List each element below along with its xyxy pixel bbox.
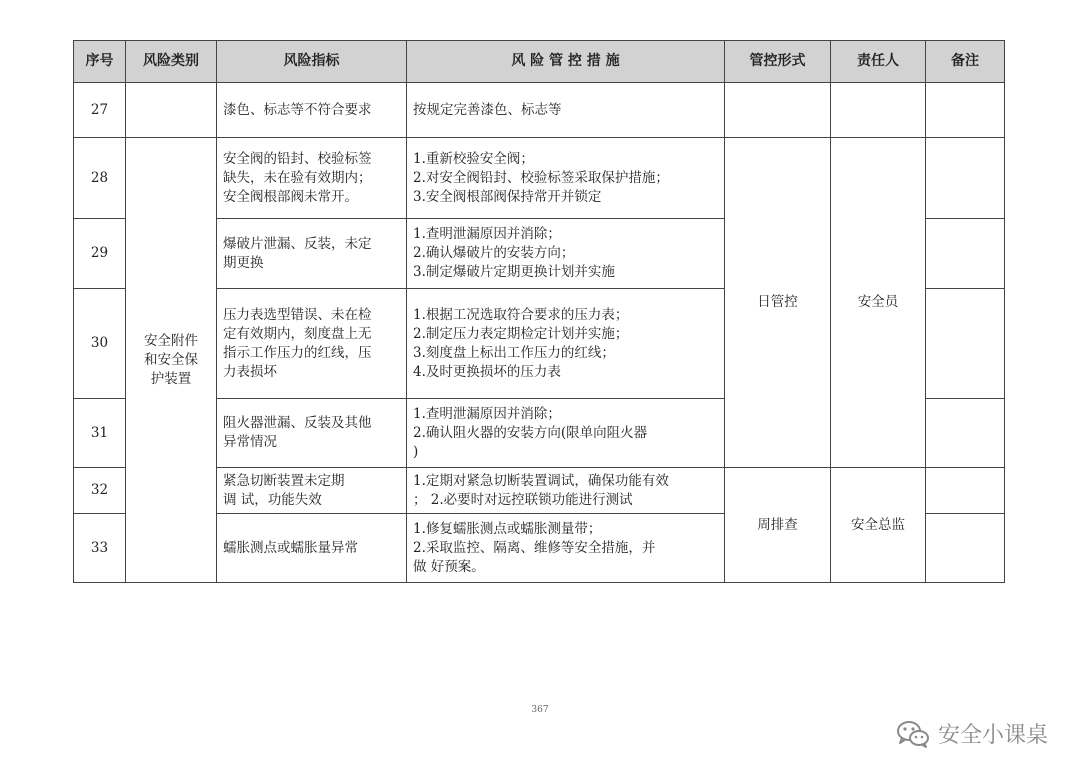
indicator-cell: 漆色、标志等不符合要求 — [217, 83, 407, 138]
measures-cell: 1.查明泄漏原因并消除； 2.确认阻火器的安装方向(限单向阻火器 ) — [407, 399, 725, 468]
table-row — [74, 138, 1005, 219]
row-no: 32 — [74, 468, 126, 514]
measures-cell: 1.根据工况选取符合要求的压力表； 2.制定压力表定期检定计划并实施； 3.刻度盘上标出工作压力的红线； 4.及时更换损坏的压力表 — [407, 289, 725, 399]
remark-cell — [926, 399, 1005, 468]
row-no: 30 — [74, 289, 126, 399]
row-no: 27 — [74, 83, 126, 138]
header-indicator: 风险指标 — [217, 41, 407, 83]
form-daily-cell: 日管控 — [725, 138, 831, 468]
measures-cell: 按规定完善漆色、标志等 — [407, 83, 725, 138]
indicator-cell: 爆破片泄漏、反装，未定 期更换 — [217, 219, 407, 289]
row-no: 31 — [74, 399, 126, 468]
wechat-icon — [896, 719, 930, 749]
watermark-text: 安全小课桌 — [937, 723, 1048, 748]
table-header-row — [74, 41, 1005, 83]
measures-cell: 1.定期对紧急切断装置调试，确保功能有效 ； 2.必要时对远控联锁功能进行测试 — [407, 468, 725, 514]
category-group-cell: 安全附件 和安全保 护装置 — [126, 138, 217, 583]
header-category: 风险类别 — [126, 41, 217, 83]
remark-cell — [926, 138, 1005, 219]
row-no: 33 — [74, 514, 126, 583]
row-no: 28 — [74, 138, 126, 219]
indicator-cell: 压力表选型错误、未在检 定有效期内，刻度盘上无 指示工作压力的红线，压 力表损坏 — [217, 289, 407, 399]
header-form: 管控形式 — [725, 41, 831, 83]
measures-cell: 1.修复蠕胀测点或蠕胀测量带； 2.采取监控、隔离、维修等安全措施，并 做 好预案。 — [407, 514, 725, 583]
header-measures: 风 险 管 控 措 施 — [407, 41, 725, 83]
header-remark: 备注 — [926, 41, 1005, 83]
owner-weekly-cell: 安全总监 — [831, 468, 926, 583]
row-no: 29 — [74, 219, 126, 289]
category-cell-empty — [126, 83, 217, 138]
watermark — [896, 718, 1048, 749]
owner-daily-cell: 安全员 — [831, 138, 926, 468]
table-row — [74, 83, 1005, 138]
remark-cell — [926, 514, 1005, 583]
header-owner: 责任人 — [831, 41, 926, 83]
remark-cell — [926, 219, 1005, 289]
remark-cell — [926, 83, 1005, 138]
page-number: 367 — [531, 705, 549, 715]
risk-control-table — [73, 40, 1005, 583]
form-cell-empty — [725, 83, 831, 138]
indicator-cell: 阻火器泄漏、反装及其他 异常情况 — [217, 399, 407, 468]
measures-cell: 1.重新校验安全阀； 2.对安全阀铅封、校验标签采取保护措施； 3.安全阀根部阀保持常开并锁定 — [407, 138, 725, 219]
indicator-cell: 蠕胀测点或蠕胀量异常 — [217, 514, 407, 583]
owner-cell-empty — [831, 83, 926, 138]
indicator-cell: 紧急切断装置未定期 调 试，功能失效 — [217, 468, 407, 514]
header-no: 序号 — [74, 41, 126, 83]
form-weekly-cell: 周排查 — [725, 468, 831, 583]
measures-cell: 1.查明泄漏原因并消除； 2.确认爆破片的安装方向； 3.制定爆破片定期更换计划并实施 — [407, 219, 725, 289]
remark-cell — [926, 289, 1005, 399]
remark-cell — [926, 468, 1005, 514]
indicator-cell: 安全阀的铅封、校验标签 缺失，未在验有效期内； 安全阀根部阀未常开。 — [217, 138, 407, 219]
